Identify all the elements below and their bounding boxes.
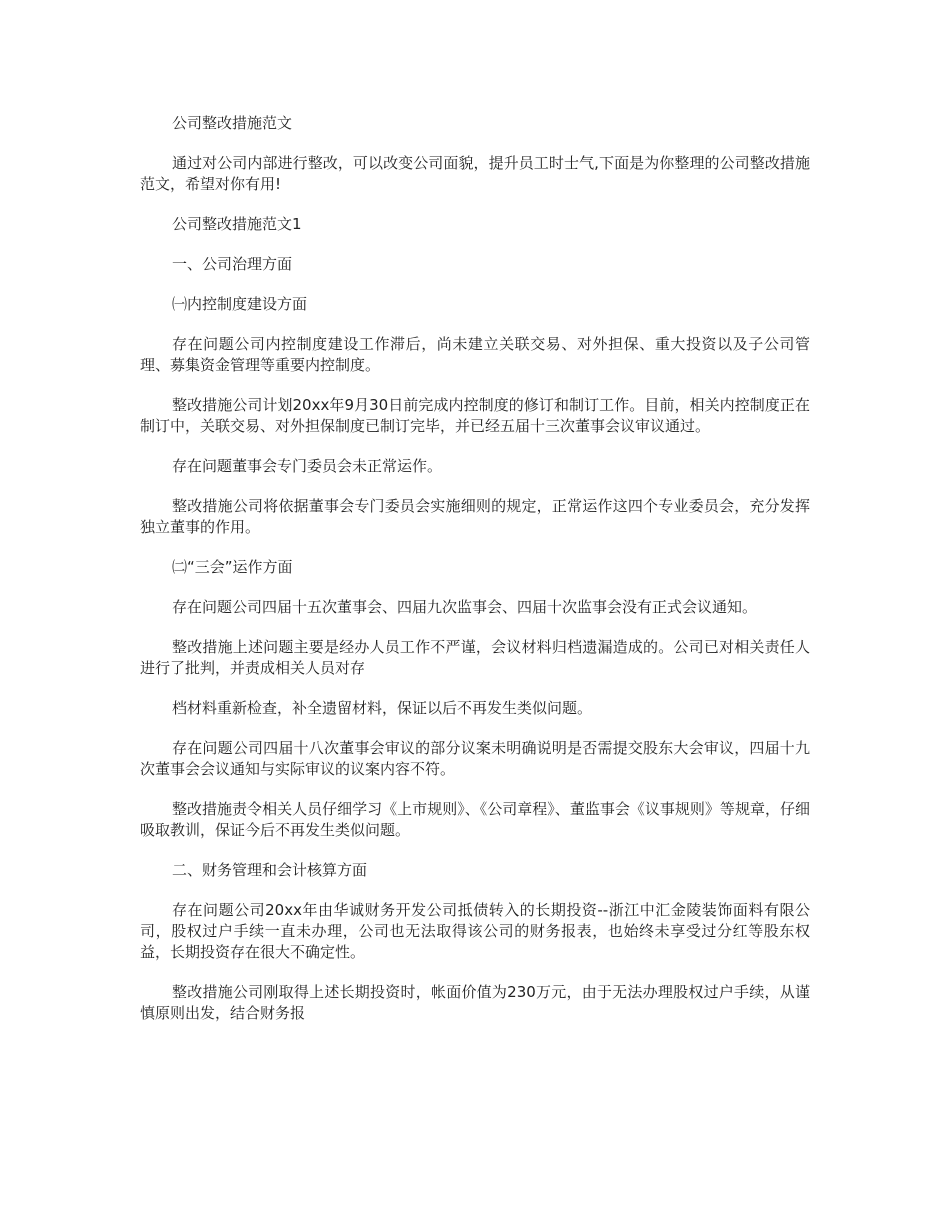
body-paragraph: 存在问题公司四届十五次董事会、四届九次监事会、四届十次监事会没有正式会议通知。 (172, 598, 758, 616)
body-paragraph: 存在问题公司20xx年由华诚财务开发公司抵债转入的长期投资--浙江中汇金陵装饰面料有限公司，股权过户手续一直未办理，公司也无法取得该公司的财务报表，也始终未享受过分红等股东权益，长期投资存在很大不确定性。 (140, 901, 810, 961)
document-page (140, 113, 810, 1043)
subsection-heading: ㈡“三会”运作方面 (172, 558, 293, 576)
body-paragraph: 整改措施上述问题主要是经办人员工作不严谨，会议材料归档遗漏造成的。公司已对相关责任人进行了批判，并责成相关人员对存 (140, 638, 810, 677)
body-paragraph: 整改措施公司刚取得上述长期投资时，帐面价值为230万元，由于无法办理股权过户手续，从谨慎原则出发，结合财务报 (140, 983, 810, 1022)
body-paragraph: 整改措施公司计划20xx年9月30日前完成内控制度的修订和制订工作。目前，相关内控制度正在制订中，关联交易、对外担保制度已制订完毕，并已经五届十三次董事会议审议通过。 (140, 396, 810, 435)
section-heading: 公司整改措施范文1 (172, 215, 302, 233)
subsection-heading: ㈠内控制度建设方面 (172, 295, 308, 313)
section-heading: 一、公司治理方面 (172, 255, 293, 273)
body-paragraph: 整改措施公司将依据董事会专门委员会实施细则的规定，正常运作这四个专业委员会，充分发挥独立董事的作用。 (140, 497, 810, 536)
body-paragraph: 整改措施责令相关人员仔细学习《上市规则》、《公司章程》、董监事会《议事规则》等规章，仔细吸取教训，保证今后不再发生类似问题。 (140, 800, 810, 839)
body-paragraph: 存在问题公司内控制度建设工作滞后，尚未建立关联交易、对外担保、重大投资以及子公司管理、募集资金管理等重要内控制度。 (140, 335, 810, 374)
intro-paragraph: 通过对公司内部进行整改，可以改变公司面貌，提升员工时士气,下面是为你整理的公司整改措施范文，希望对你有用! (140, 154, 810, 193)
body-paragraph: 存在问题董事会专门委员会未正常运作。 (172, 457, 443, 475)
section-heading: 二、财务管理和会计核算方面 (172, 861, 368, 879)
document-title: 公司整改措施范文 (172, 114, 293, 132)
body-paragraph: 存在问题公司四届十八次董事会审议的部分议案未明确说明是否需提交股东大会审议，四届十九次董事会会议通知与实际审议的议案内容不符。 (140, 739, 810, 778)
body-paragraph: 档材料重新检查，补全遗留材料，保证以后不再发生类似问题。 (172, 699, 593, 717)
